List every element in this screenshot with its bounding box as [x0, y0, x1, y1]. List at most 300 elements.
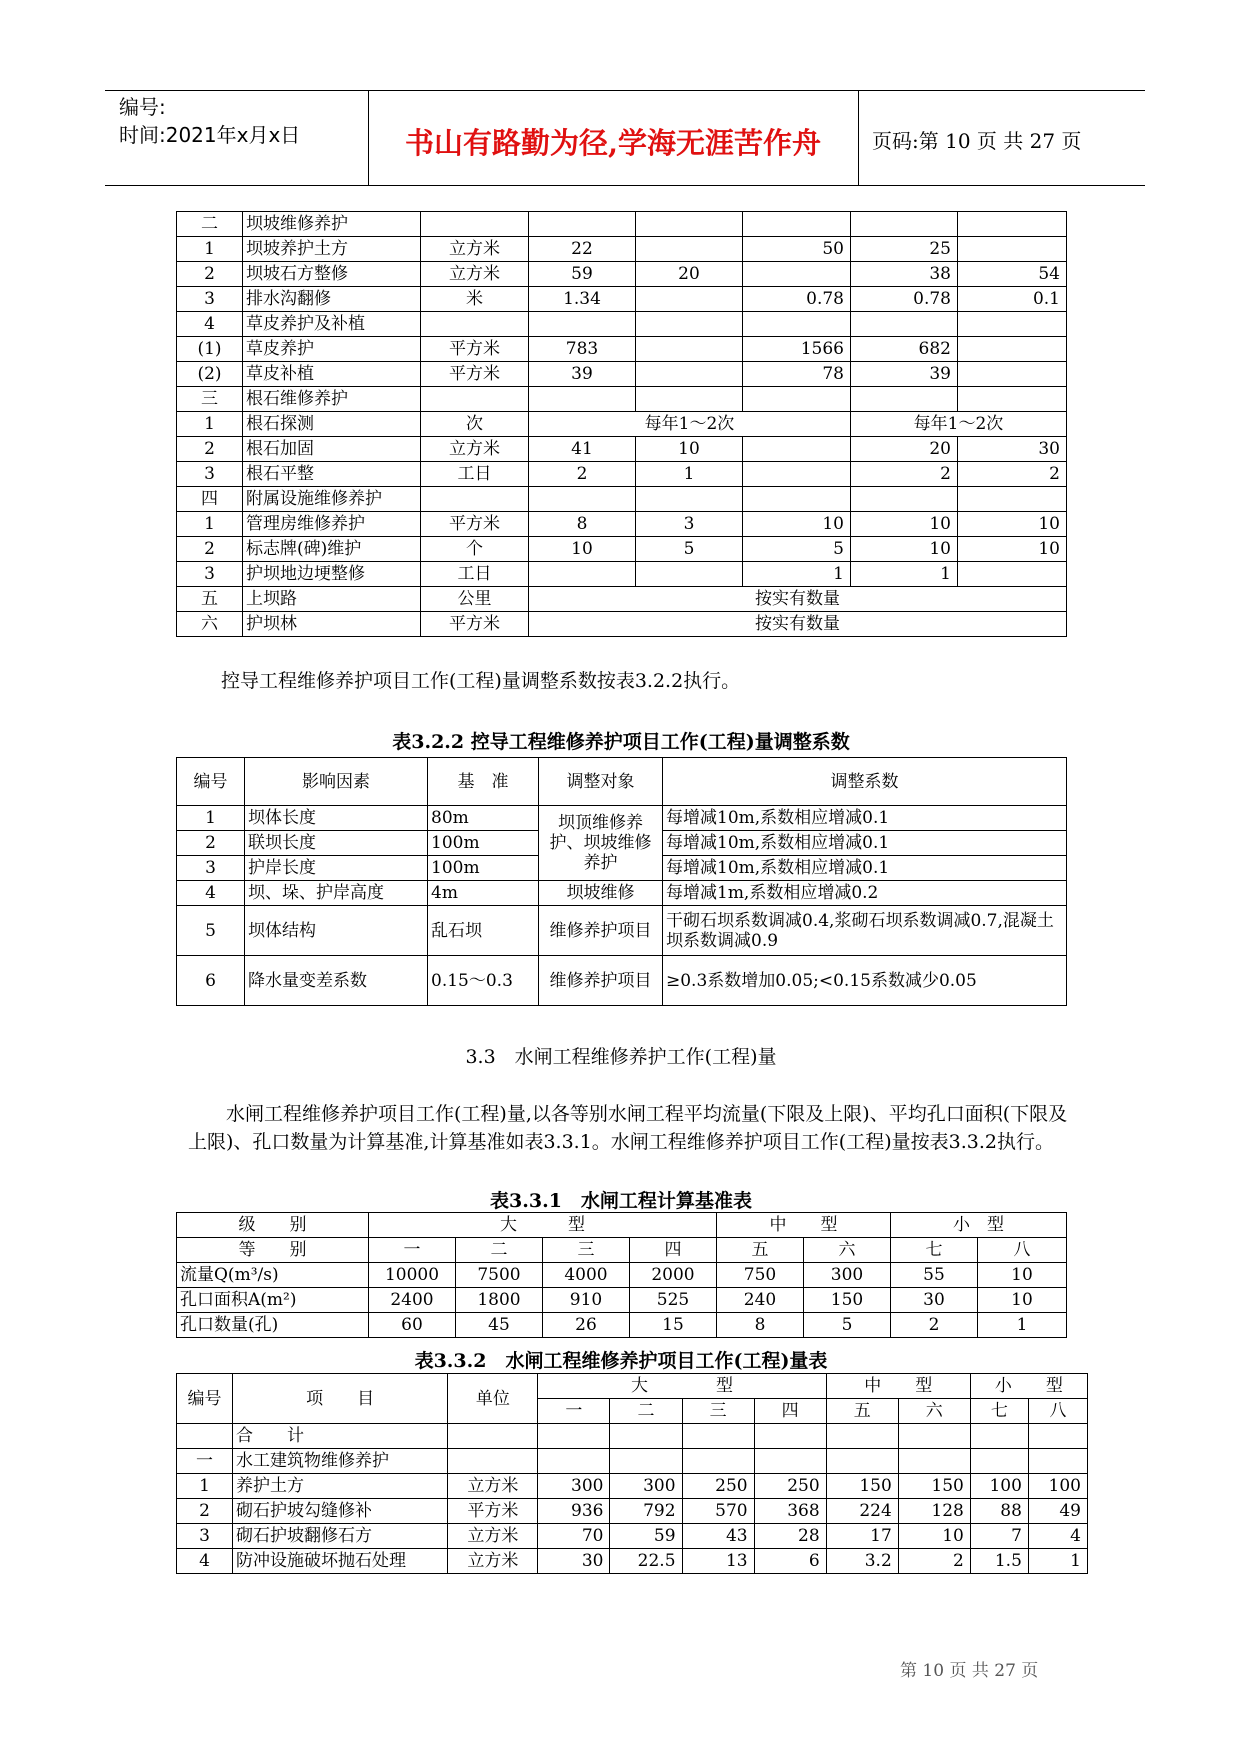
table-cell: 2000 — [630, 1263, 717, 1288]
table-cell: 28 — [754, 1524, 826, 1549]
table-cell — [898, 1449, 970, 1474]
table-row — [177, 587, 1067, 612]
table-cell — [754, 1449, 826, 1474]
table-row — [177, 512, 1067, 537]
table-cell — [636, 212, 743, 237]
header-cell: 编号 — [177, 758, 245, 806]
table-row — [177, 312, 1067, 337]
table-cell — [636, 387, 743, 412]
table-row — [177, 487, 1067, 512]
table-cell: 排水沟翻修 — [243, 287, 421, 312]
grade-header: 二 — [610, 1399, 682, 1424]
table-cell — [743, 462, 851, 487]
level-label: 级 别 — [177, 1213, 369, 1238]
table-cell: 立方米 — [448, 1524, 538, 1549]
group-header: 中 型 — [717, 1213, 891, 1238]
table-cell: 4 — [1028, 1524, 1087, 1549]
table-cell: 59 — [529, 262, 636, 287]
grade-header: 一 — [538, 1399, 610, 1424]
table-cell: 每增减10m,系数相应增减0.1 — [663, 806, 1067, 831]
grade-label: 等 别 — [177, 1238, 369, 1263]
table-cell: 维修养护项目 — [539, 956, 663, 1006]
table-cell: 3 — [177, 1524, 233, 1549]
table-cell: 4m — [428, 881, 539, 906]
table-cell: 100 — [970, 1474, 1028, 1499]
table-cell: 22.5 — [610, 1549, 682, 1574]
table-cell: 五 — [177, 587, 243, 612]
table-cell: 150 — [898, 1474, 970, 1499]
table-cell: 孔口面积A(m²) — [177, 1288, 369, 1313]
table-cell: 10 — [978, 1288, 1067, 1313]
table-row — [177, 287, 1067, 312]
grade-header: 三 — [682, 1399, 754, 1424]
table-cell: 936 — [538, 1499, 610, 1524]
table-cell: 米 — [421, 287, 529, 312]
table-cell: 570 — [682, 1499, 754, 1524]
table-cell: 水工建筑物维修养护 — [233, 1449, 448, 1474]
table-cell: 7 — [970, 1524, 1028, 1549]
table-cell: 3.2 — [826, 1549, 898, 1574]
table-cell: 降水量变差系数 — [245, 956, 428, 1006]
table-cell: 坝体长度 — [245, 806, 428, 831]
header-page-label: 页码:第 10 页 共 27 页 — [872, 129, 1082, 153]
table-row — [177, 1313, 1067, 1338]
section-heading-33: 3.3 水闸工程维修养护工作(工程)量 — [465, 1046, 777, 1068]
table-cell: 6 — [754, 1549, 826, 1574]
table-cell: 公里 — [421, 587, 529, 612]
table-cell — [636, 287, 743, 312]
table-cell: 草皮养护及补植 — [243, 312, 421, 337]
table-cell — [1028, 1449, 1087, 1474]
group-header: 小 型 — [970, 1374, 1087, 1399]
table-row — [177, 537, 1067, 562]
table-cell — [958, 487, 1067, 512]
table-cell: 100m — [428, 856, 539, 881]
table-cell: 3 — [177, 856, 245, 881]
table-cell: 80m — [428, 806, 539, 831]
table-row — [177, 462, 1067, 487]
doc-number-label: 编号: — [119, 95, 166, 119]
paragraph-adjustment: 控导工程维修养护项目工作(工程)量调整系数按表3.2.2执行。 — [221, 670, 741, 692]
table-cell — [958, 212, 1067, 237]
table-cell: 5 — [636, 537, 743, 562]
table-cell: 1 — [177, 512, 243, 537]
table-cell: 5 — [804, 1313, 891, 1338]
table-cell — [636, 487, 743, 512]
table-row — [177, 612, 1067, 637]
group-header: 中 型 — [826, 1374, 970, 1399]
table-cell: 13 — [682, 1549, 754, 1574]
header-cell: 影响因素 — [245, 758, 428, 806]
table-cell: 224 — [826, 1499, 898, 1524]
table-row — [177, 1263, 1067, 1288]
table-cell — [743, 212, 851, 237]
header-motto: 书山有路勤为径,学海无涯苦作舟 — [404, 126, 822, 160]
table-cell: 2400 — [369, 1288, 456, 1313]
table-cell — [636, 237, 743, 262]
total-row-label: 合 计 — [233, 1424, 448, 1449]
grade-header: 六 — [898, 1399, 970, 1424]
table-cell: 8 — [717, 1313, 804, 1338]
table-cell: 2 — [177, 537, 243, 562]
table-cell: 3 — [636, 512, 743, 537]
table-cell: 管理房维修养护 — [243, 512, 421, 537]
table-cell: 10 — [636, 437, 743, 462]
grade-header: 七 — [970, 1399, 1028, 1424]
table-cell: 工日 — [421, 562, 529, 587]
table-cell: 1.5 — [970, 1549, 1028, 1574]
table-cell: 根石平整 — [243, 462, 421, 487]
table-cell: 1800 — [456, 1288, 543, 1313]
table-cell: 250 — [754, 1474, 826, 1499]
table-cell: 草皮养护 — [243, 337, 421, 362]
header-divider — [858, 91, 859, 185]
table-cell: 300 — [610, 1474, 682, 1499]
page-footer: 第 10 页 共 27 页 — [900, 1661, 1039, 1681]
table-cell — [421, 387, 529, 412]
table-cell: 250 — [682, 1474, 754, 1499]
table-cell: 300 — [538, 1474, 610, 1499]
table-cell: 1 — [978, 1313, 1067, 1338]
header-cell: 项 目 — [233, 1374, 448, 1424]
group-header: 大 型 — [538, 1374, 826, 1399]
table-cell: 联坝长度 — [245, 831, 428, 856]
table-cell: 10 — [958, 537, 1067, 562]
table-row — [177, 1524, 1088, 1549]
table-cell: 四 — [177, 487, 243, 512]
paragraph-sluice: 水闸工程维修养护项目工作(工程)量,以各等别水闸工程平均流量(下限及上限)、平均孔口面积(下限及上限)、孔口数量为计算基准,计算基准如表3.3.1。水闸工程维修养护项目工作(工程)量按表3.3.2执行。 — [188, 1103, 1068, 1153]
table-cell: 43 — [682, 1524, 754, 1549]
table-cell: 二 — [177, 212, 243, 237]
table-row — [177, 437, 1067, 462]
table-322-adjustment — [176, 757, 1067, 1006]
table-cell: 2 — [177, 1499, 233, 1524]
table-332-sluice-maintenance — [176, 1373, 1088, 1574]
table-cell: 525 — [630, 1288, 717, 1313]
table-cell: 每增减10m,系数相应增减0.1 — [663, 856, 1067, 881]
table-cell: 根石维修养护 — [243, 387, 421, 412]
table-caption-332: 表3.3.2 水闸工程维修养护项目工作(工程)量表 — [414, 1350, 828, 1372]
table-cell: 10 — [851, 537, 958, 562]
table-cell: 干砌石坝系数调减0.4,浆砌石坝系数调减0.7,混凝土坝系数调减0.9 — [663, 906, 1067, 956]
grade-header: 八 — [1028, 1399, 1087, 1424]
table-cell: 368 — [754, 1499, 826, 1524]
table-cell: 150 — [804, 1288, 891, 1313]
table-331-baseline — [176, 1212, 1067, 1338]
table-cell: 20 — [851, 437, 958, 462]
table-cell — [421, 212, 529, 237]
table-cell: ≥0.3系数增加0.05;<0.15系数减少0.05 — [663, 956, 1067, 1006]
table-cell — [958, 312, 1067, 337]
table-cell: 50 — [743, 237, 851, 262]
table-cell: 2 — [898, 1549, 970, 1574]
table-cell: 4 — [177, 1549, 233, 1574]
table-cell — [636, 562, 743, 587]
table-cell: 坝顶维修养护、坝坡维修养护 — [539, 806, 663, 881]
table-cell: 1 — [177, 412, 243, 437]
table-cell: 0.78 — [743, 287, 851, 312]
table-cell: 26 — [543, 1313, 630, 1338]
table-cell: 41 — [529, 437, 636, 462]
table-caption-322: 表3.2.2 控导工程维修养护项目工作(工程)量调整系数 — [392, 731, 850, 753]
table-cell — [421, 487, 529, 512]
table-cell — [851, 212, 958, 237]
table-cell: 15 — [630, 1313, 717, 1338]
table-row — [177, 362, 1067, 387]
table-cell — [529, 487, 636, 512]
table-caption-331: 表3.3.1 水闸工程计算基准表 — [490, 1190, 752, 1212]
table-cell: 坝坡养护土方 — [243, 237, 421, 262]
table-cell: 750 — [717, 1263, 804, 1288]
table-cell: 孔口数量(孔) — [177, 1313, 369, 1338]
table-cell: 1566 — [743, 337, 851, 362]
table-cell: 标志牌(碑)维护 — [243, 537, 421, 562]
table-cell: 100m — [428, 831, 539, 856]
table-cell: 10 — [978, 1263, 1067, 1288]
table-cell: 附属设施维修养护 — [243, 487, 421, 512]
table-cell: 每增减1m,系数相应增减0.2 — [663, 881, 1067, 906]
grade-header: 七 — [891, 1238, 978, 1263]
grade-header: 四 — [754, 1399, 826, 1424]
table-cell — [958, 387, 1067, 412]
table-cell: 维修养护项目 — [539, 906, 663, 956]
table-cell: 三 — [177, 387, 243, 412]
header-cell: 编号 — [177, 1374, 233, 1424]
table-cell: 平方米 — [448, 1499, 538, 1524]
table-cell: 10 — [958, 512, 1067, 537]
table-cell — [958, 337, 1067, 362]
table-row — [177, 1474, 1088, 1499]
table-cell: 78 — [743, 362, 851, 387]
table-cell — [682, 1449, 754, 1474]
table-cell — [636, 337, 743, 362]
table-cell — [743, 262, 851, 287]
table-cell: 55 — [891, 1263, 978, 1288]
table-row — [177, 1549, 1088, 1574]
table-cell — [610, 1449, 682, 1474]
table-cell: 防冲设施破坏抛石处理 — [233, 1549, 448, 1574]
table-cell — [743, 437, 851, 462]
table-cell: 按实有数量 — [529, 587, 1067, 612]
table-cell: 22 — [529, 237, 636, 262]
table-cell: 1 — [177, 1474, 233, 1499]
table-cell: 立方米 — [421, 437, 529, 462]
table-cell — [529, 387, 636, 412]
grade-header: 六 — [804, 1238, 891, 1263]
table-cell: 每年1～2次 — [851, 412, 1067, 437]
table-cell: 1 — [177, 806, 245, 831]
table-cell — [851, 312, 958, 337]
table-cell: 立方米 — [448, 1549, 538, 1574]
page-header — [105, 90, 1145, 186]
grade-header: 一 — [369, 1238, 456, 1263]
table-cell: 每增减10m,系数相应增减0.1 — [663, 831, 1067, 856]
table-cell: 乱石坝 — [428, 906, 539, 956]
table-cell — [958, 362, 1067, 387]
table-cell: 3 — [177, 462, 243, 487]
table-cell: 10 — [743, 512, 851, 537]
table-cell: 1 — [636, 462, 743, 487]
table-row — [177, 212, 1067, 237]
table-cell — [743, 312, 851, 337]
table-cell: 4 — [177, 881, 245, 906]
table-row — [177, 1499, 1088, 1524]
table-cell — [743, 387, 851, 412]
header-cell: 单位 — [448, 1374, 538, 1424]
table-cell: 根石探测 — [243, 412, 421, 437]
table-cell: 7500 — [456, 1263, 543, 1288]
table-cell — [958, 237, 1067, 262]
table-row — [177, 387, 1067, 412]
table-cell: 10000 — [369, 1263, 456, 1288]
grade-header: 八 — [978, 1238, 1067, 1263]
table-cell: 平方米 — [421, 337, 529, 362]
table-cell: 30 — [538, 1549, 610, 1574]
table-cell: 护岸长度 — [245, 856, 428, 881]
table-row — [177, 1449, 1088, 1474]
table-cell: 60 — [369, 1313, 456, 1338]
table-cell — [421, 312, 529, 337]
table-cell: 护坝地边埂整修 — [243, 562, 421, 587]
table-cell: 45 — [456, 1313, 543, 1338]
table-row — [177, 1288, 1067, 1313]
table-cell: 20 — [636, 262, 743, 287]
table-cell: 工日 — [421, 462, 529, 487]
table-cell: 上坝路 — [243, 587, 421, 612]
table-cell: 立方米 — [421, 237, 529, 262]
table-cell: 128 — [898, 1499, 970, 1524]
table-cell: 1 — [177, 237, 243, 262]
table-cell: 30 — [958, 437, 1067, 462]
group-header: 大 型 — [369, 1213, 717, 1238]
table-cell: 49 — [1028, 1499, 1087, 1524]
table-cell: 0.1 — [958, 287, 1067, 312]
table-cell: 坝坡石方整修 — [243, 262, 421, 287]
table-cell: 每年1～2次 — [529, 412, 851, 437]
group-header: 小 型 — [891, 1213, 1067, 1238]
table-cell — [743, 487, 851, 512]
maintenance-table-continued — [176, 211, 1067, 637]
table-cell: 10 — [851, 512, 958, 537]
table-cell: 2 — [177, 437, 243, 462]
table-row — [177, 337, 1067, 362]
table-cell: 39 — [851, 362, 958, 387]
table-cell: 150 — [826, 1474, 898, 1499]
table-cell: 240 — [717, 1288, 804, 1313]
grade-header: 四 — [630, 1238, 717, 1263]
table-cell — [529, 562, 636, 587]
table-cell: 17 — [826, 1524, 898, 1549]
table-cell: 砌石护坡勾缝修补 — [233, 1499, 448, 1524]
table-cell — [529, 312, 636, 337]
table-cell: 立方米 — [448, 1474, 538, 1499]
grade-header: 五 — [826, 1399, 898, 1424]
table-cell — [826, 1449, 898, 1474]
table-cell: 2 — [529, 462, 636, 487]
table-row — [177, 262, 1067, 287]
table-cell: 3 — [177, 562, 243, 587]
table-cell: 平方米 — [421, 362, 529, 387]
table-cell: 5 — [743, 537, 851, 562]
table-cell — [970, 1449, 1028, 1474]
table-cell: 783 — [529, 337, 636, 362]
table-cell: 0.78 — [851, 287, 958, 312]
table-cell — [851, 387, 958, 412]
table-cell: 砌石护坡翻修石方 — [233, 1524, 448, 1549]
table-cell: 1 — [851, 562, 958, 587]
table-row — [177, 237, 1067, 262]
table-cell: 2 — [177, 831, 245, 856]
table-cell — [636, 312, 743, 337]
table-cell: 次 — [421, 412, 529, 437]
table-cell: 6 — [177, 956, 245, 1006]
table-cell: 草皮补植 — [243, 362, 421, 387]
table-cell: 一 — [177, 1449, 233, 1474]
grade-header: 二 — [456, 1238, 543, 1263]
table-cell: 39 — [529, 362, 636, 387]
table-cell: 坝坡维修养护 — [243, 212, 421, 237]
table-cell: 38 — [851, 262, 958, 287]
table-cell: 682 — [851, 337, 958, 362]
grade-header: 五 — [717, 1238, 804, 1263]
table-cell: 4 — [177, 312, 243, 337]
table-row — [177, 412, 1067, 437]
table-cell: 2 — [851, 462, 958, 487]
table-cell: 平方米 — [421, 612, 529, 637]
table-cell: 54 — [958, 262, 1067, 287]
table-cell: 2 — [891, 1313, 978, 1338]
table-cell: 按实有数量 — [529, 612, 1067, 637]
header-cell: 调整系数 — [663, 758, 1067, 806]
table-cell: 792 — [610, 1499, 682, 1524]
table-cell: 坝坡维修 — [539, 881, 663, 906]
table-row — [177, 562, 1067, 587]
table-cell: 59 — [610, 1524, 682, 1549]
table-cell: 10 — [529, 537, 636, 562]
table-cell: 25 — [851, 237, 958, 262]
table-cell: 88 — [970, 1499, 1028, 1524]
table-cell: 30 — [891, 1288, 978, 1313]
header-cell: 基 准 — [428, 758, 539, 806]
table-cell: 10 — [898, 1524, 970, 1549]
table-cell: 流量Q(m³/s) — [177, 1263, 369, 1288]
table-cell — [448, 1449, 538, 1474]
table-cell: 8 — [529, 512, 636, 537]
table-cell: 1.34 — [529, 287, 636, 312]
grade-header: 三 — [543, 1238, 630, 1263]
table-cell: 5 — [177, 906, 245, 956]
table-cell — [958, 562, 1067, 587]
table-cell: 护坝林 — [243, 612, 421, 637]
table-cell: 坝体结构 — [245, 906, 428, 956]
table-cell: 养护土方 — [233, 1474, 448, 1499]
table-cell: 坝、垛、护岸高度 — [245, 881, 428, 906]
table-cell: 2 — [958, 462, 1067, 487]
table-cell: 100 — [1028, 1474, 1087, 1499]
table-cell: 平方米 — [421, 512, 529, 537]
table-cell: 0.15～0.3 — [428, 956, 539, 1006]
table-cell: 根石加固 — [243, 437, 421, 462]
table-cell: 个 — [421, 537, 529, 562]
table-cell — [636, 362, 743, 387]
table-cell: 1 — [1028, 1549, 1087, 1574]
table-cell: 910 — [543, 1288, 630, 1313]
table-cell: 70 — [538, 1524, 610, 1549]
table-cell — [529, 212, 636, 237]
table-cell — [538, 1449, 610, 1474]
table-cell — [851, 487, 958, 512]
table-cell: 4000 — [543, 1263, 630, 1288]
